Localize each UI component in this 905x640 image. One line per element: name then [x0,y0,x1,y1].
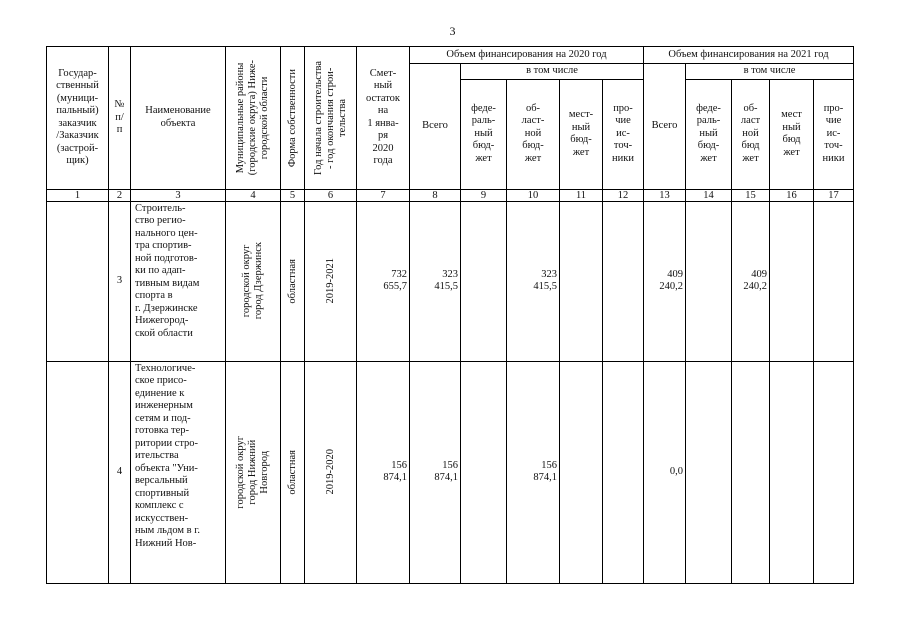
total-2020-cell: 156 874,1 [410,361,461,583]
column-number: 6 [305,189,357,201]
column-number: 12 [603,189,644,201]
local-2021-cell [770,201,814,361]
customer-cell [47,361,109,583]
header-including-2021: в том числе [686,64,854,80]
column-number: 11 [560,189,603,201]
federal-2020-cell [461,361,507,583]
header-no: № п/ п [109,47,131,190]
header-estimate-remainder: Смет- ный остаток на 1 янва- ря 2020 года [357,47,410,190]
table-row [47,361,854,583]
column-number: 14 [686,189,732,201]
header-federal-2020: феде- раль- ный бюд- жет [461,79,507,189]
estimate-remainder-cell: 156 874,1 [357,361,410,583]
district-cell: городской округ город Нижний Новгород [226,361,281,583]
header-object-name: Наименование объекта [131,47,226,190]
header-customer: Государ- ственный (муници- пальный) заказчик /Заказчик (застрой- щик) [47,47,109,190]
page-number: 3 [449,24,456,38]
header-years: Год начала строительства - год окончания строи- тельства [305,47,357,190]
header-regional-2020: об- ласт- ной бюд- жет [507,79,560,189]
header-other-2020: про- чие ис- точ- ники [603,79,644,189]
financing-table [46,46,854,584]
total-2020-cell: 323 415,5 [410,201,461,361]
regional-2020-cell: 323 415,5 [507,201,560,361]
row-number-cell: 3 [109,201,131,361]
total-2021-cell: 0,0 [644,361,686,583]
column-numbers-row [47,189,854,201]
column-number: 16 [770,189,814,201]
ownership-cell: областная [281,201,305,361]
estimate-remainder-cell: 732 655,7 [357,201,410,361]
regional-2021-cell [732,361,770,583]
column-number: 9 [461,189,507,201]
other-2020-cell [603,361,644,583]
total-2021-cell: 409 240,2 [644,201,686,361]
column-number: 15 [732,189,770,201]
column-number: 1 [47,189,109,201]
column-number: 2 [109,189,131,201]
district-cell: городской округ город Дзержинск [226,201,281,361]
header-local-2020: мест- ный бюд- жет [560,79,603,189]
column-number: 13 [644,189,686,201]
column-number: 4 [226,189,281,201]
other-2021-cell [814,361,854,583]
column-number: 10 [507,189,560,201]
other-2020-cell [603,201,644,361]
object-name-cell: Технологиче- ское присо- единение к инженерным сетям и под- готовка тер- ритории стро- ительства объекта "Уни- версальный спортивный комплекс с искусствен- ным льдом в г. Нижний Нов- [131,361,226,583]
header-total-2021: Всего [644,64,686,190]
object-name-cell: Строитель- ство регио- нального цен- тра спортив- ной подготов- ки по адап- тивным видам спорта в г. Дзержинске Нижегород- ской области [131,201,226,361]
header-other-2021: про- чие ис- точ- ники [814,79,854,189]
years-cell: 2019-2020 [305,361,357,583]
header-total-2020: Всего [410,64,461,190]
local-2020-cell [560,201,603,361]
header-including-2020: в том числе [461,64,644,80]
other-2021-cell [814,201,854,361]
column-number: 5 [281,189,305,201]
federal-2021-cell [686,201,732,361]
column-number: 8 [410,189,461,201]
customer-cell [47,201,109,361]
table-row [47,201,854,361]
header-regional-2021: об- ласт ной бюд жет [732,79,770,189]
federal-2021-cell [686,361,732,583]
header-federal-2021: феде- раль- ный бюд- жет [686,79,732,189]
regional-2020-cell: 156 874,1 [507,361,560,583]
ownership-cell: областная [281,361,305,583]
column-number: 7 [357,189,410,201]
federal-2020-cell [461,201,507,361]
header-ownership: Форма собственности [281,47,305,190]
header-financing-2020: Объем финансирования на 2020 год [410,47,644,64]
regional-2021-cell: 409 240,2 [732,201,770,361]
header-local-2021: мест ный бюд жет [770,79,814,189]
local-2020-cell [560,361,603,583]
header-financing-2021: Объем финансирования на 2021 год [644,47,854,64]
row-number-cell: 4 [109,361,131,583]
local-2021-cell [770,361,814,583]
header-districts: Муниципальные районы (городские округа) Ниже- городской области [226,47,281,190]
column-number: 17 [814,189,854,201]
column-number: 3 [131,189,226,201]
years-cell: 2019-2021 [305,201,357,361]
